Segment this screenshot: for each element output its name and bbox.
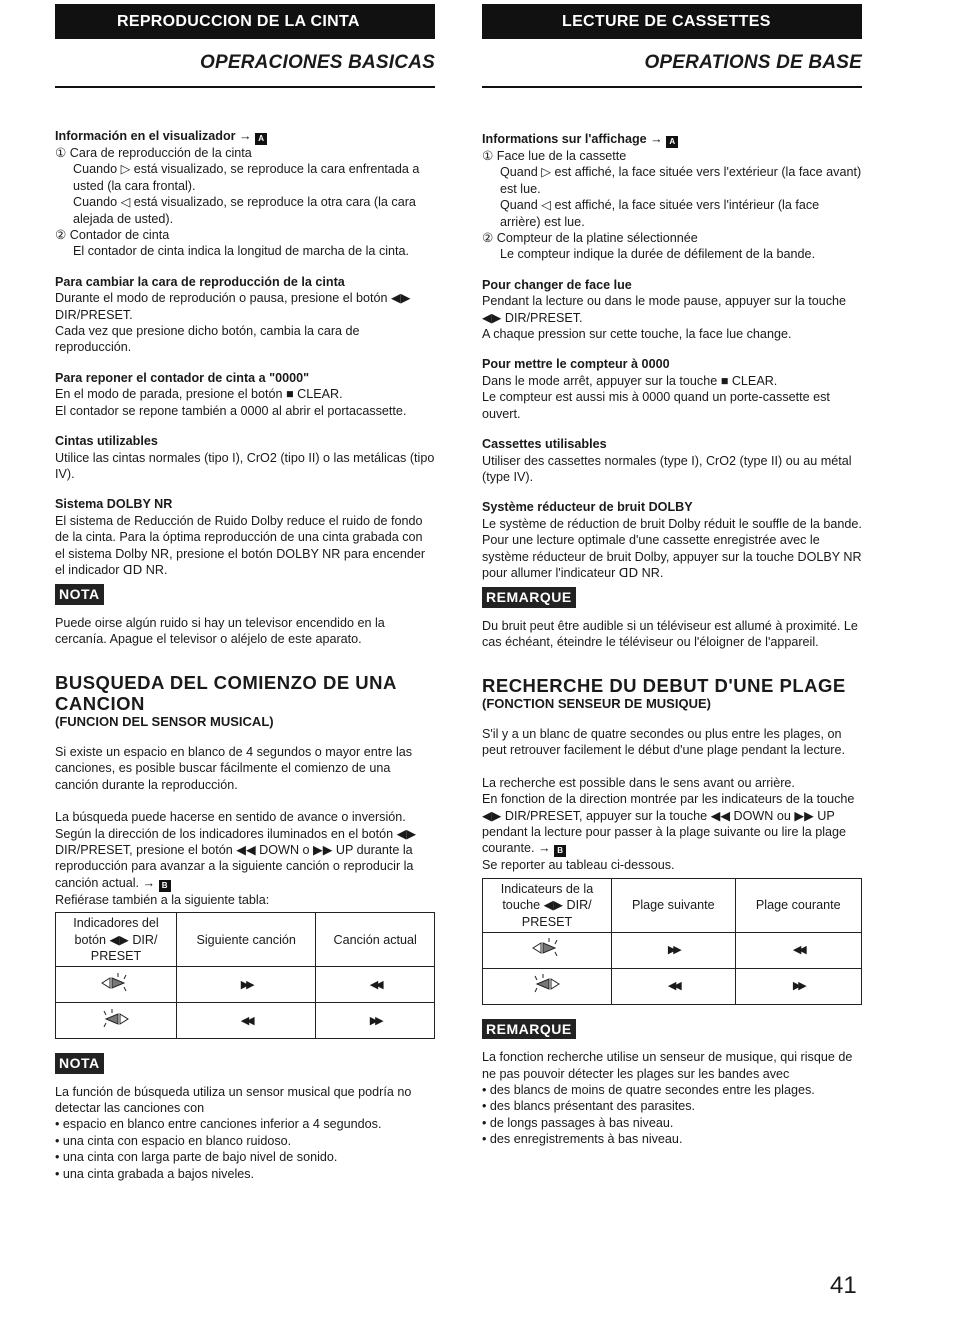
left-display-text-1: Cuando ▷ está visualizado, se reproduce la cara enfrentada a usted (la cara frontal). [73,162,420,193]
tape-reverse-indicator-icon [56,1003,177,1039]
left-table-header-1: Indicadores del botón ◀▶ DIR/ PRESET [56,913,177,967]
list-item: • de longs passages à bas niveau. [482,1115,862,1131]
nota-badge: NOTA [55,584,104,604]
left-banner: REPRODUCCION DE LA CINTA [55,4,435,39]
left-change-side-heading: Para cambiar la cara de reproducción de la cinta [55,274,345,289]
right-reset-text: Dans le mode arrêt, appuyer sur la touche ■ CLEAR. [482,373,778,388]
left-tapes-text: Utilice las cintas normales (tipo I), CrO2 (tipo II) o las metálicas (tipo IV). [55,450,435,481]
list-item: • des blancs de moins de quatre secondes entre les plages. [482,1082,862,1098]
right-change-side-text2: A chaque pression sur cette touche, la face lue change. [482,327,792,342]
right-display-heading: Informations sur l'affichage → A [482,131,862,148]
right-tapes [482,436,862,485]
right-display-text-1: Quand ▷ est affiché, la face située vers l'extérieur (la face avant) est lue. [500,165,862,196]
right-search-title: RECHERCHE DU DEBUT D'UNE PLAGE [482,674,846,696]
right-table-header-3: Plage courante [735,878,861,932]
left-reset-counter [55,370,435,419]
figure-b-icon: B [159,880,171,892]
right-table-r2c2: ◀◀ [612,968,736,1004]
left-nota-text: Puede oirse algún ruido si hay un televisor encendido en la cercanía. Apague el televisor o aléjelo de este aparato. [55,615,385,647]
right-display-item-2: ② Compteur de la platine sélectionnée [482,231,698,246]
right-reset-text2: Le compteur est aussi mis à 0000 quand un porte-cassette est ouvert. [482,390,830,421]
remarque-badge: REMARQUE [482,587,576,607]
tape-reverse-indicator-icon [483,968,612,1004]
right-display-text-3: Le compteur indique la durée de défilement de la bande. [500,247,816,262]
left-display-item-1: ① Cara de reproducción de la cinta [55,146,252,160]
left-dolby-heading: Sistema DOLBY NR [55,497,173,512]
left-display-item-2: ② Contador de cinta [55,228,170,243]
right-table-r1c2: ▶▶ [612,932,736,968]
left-reset-heading: Para reponer el contador de cinta a "0000" [55,370,310,385]
left-change-side-text: Durante el modo de reprodución o pausa, presione el botón ◀▶ DIR/PRESET. [55,291,411,322]
left-search-p3: Refiérase también a la siguiente tabla: [55,892,270,907]
list-item: • espacio en blanco entre canciones inferior a 4 segundos. [55,1116,435,1132]
right-table-r2c3: ▶▶ [735,968,861,1004]
right-table-header-2: Plage suivante [612,878,736,932]
right-remarque-text: Du bruit peut être audible si un téléviseur est allumé à proximité. Le cas échéant, éteindre le téléviseur ou l'éloigner de l'appareil. [482,618,858,650]
right-search-p2: La recherche est possible dans le sens avant ou arrière. [482,775,795,790]
left-search-title: BUSQUEDA DEL COMIENZO DE UNA CANCION [55,671,397,714]
right-remarque2-intro: La fonction recherche utilise un senseur de musique, qui risque de ne pas pouvoir détecter les plages sur les bandes avec [482,1050,853,1081]
left-change-side [55,274,435,356]
right-section-title: OPERATIONS DE BASE [644,52,862,73]
left-section-title: OPERACIONES BASICAS [199,52,435,73]
right-search-p3: En fonction de la direction montrée par les indicateurs de la touche ◀▶ DIR/PRESET, appuyer sur la touche ◀◀ DOWN ou ▶▶ UP pendant la lecture pour passer à la plage suivante ou lire la plage courante. → B [482,792,855,856]
right-rule [482,86,862,88]
right-reset-counter [482,356,862,422]
left-display-heading: Información en el visualizador → A [55,128,435,145]
right-change-side-text: Pendant la lecture ou dans le mode pause, appuyer sur la touche ◀▶ DIR/PRESET. [482,294,847,325]
list-item: • des enregistrements à bas niveau. [482,1131,862,1147]
right-display-text-2: Quand ◁ est affiché, la face située vers l'intérieur (la face arrière) est lue. [500,198,820,229]
left-content [55,128,435,1182]
right-tapes-text: Utiliser des cassettes normales (type I), CrO2 (type II) ou au métal (type IV). [482,453,852,484]
left-search-p2: La búsqueda puede hacerse en sentido de avance o inversión. Según la dirección de los indicadores iluminados en el botón ◀▶ DIR/PRESET, presione el botón ◀◀ DOWN o ▶▶ UP durante la reproducción para avanzar a la siguiente canción o reproducir la canción actual. → B [55,810,417,890]
left-rule [55,86,435,88]
right-content [482,131,862,1148]
list-item: • des blancs présentant des parasites. [482,1098,862,1114]
figure-a-icon: A [255,133,267,145]
left-search-table [55,912,435,1039]
tape-forward-indicator-icon [483,932,612,968]
list-item: • una cinta con espacio en blanco ruidoso. [55,1133,435,1149]
left-table-r2c2: ◀◀ [177,1003,316,1039]
right-dolby [482,499,862,581]
right-change-side-heading: Pour changer de face lue [482,277,632,292]
right-display-info [482,131,862,263]
left-dolby-text: El sistema de Reducción de Ruido Dolby reduce el ruido de fondo de la cinta. Para la óptima reproducción de una cinta grabada con el sistema Dolby NR, presione el botón DOLBY NR para encender el indicador ᗡᗞ NR. [55,513,426,577]
left-display-text-3: El contador de cinta indica la longitud de marcha de la cinta. [73,244,410,259]
left-reset-text: En el modo de parada, presione el botón ■ CLEAR. [55,387,343,402]
right-change-side [482,277,862,343]
right-banner: LECTURE DE CASSETTES [482,4,862,39]
left-search-p1: Si existe un espacio en blanco de 4 segundos o mayor entre las canciones, es posible buscar fácilmente el comienzo de una canción durante la reproducción. [55,744,413,792]
list-item: • una cinta con larga parte de bajo nivel de sonido. [55,1149,435,1165]
left-table-r1c2: ▶▶ [177,967,316,1003]
left-tapes [55,433,435,482]
figure-a-icon: A [666,136,678,148]
remarque-badge-2: REMARQUE [482,1019,576,1039]
left-display-text-2: Cuando ◁ está visualizado, se reproduce la otra cara (la cara alejada de usted). [73,195,416,226]
right-dolby-heading: Système réducteur de bruit DOLBY [482,500,693,515]
left-search-subtitle: (FUNCION DEL SENSOR MUSICAL) [55,713,274,729]
figure-b-icon: B [554,845,566,857]
right-tapes-heading: Cassettes utilisables [482,437,607,452]
left-table-header-2: Siguiente canción [177,913,316,967]
left-table-r1c3: ◀◀ [316,967,435,1003]
list-item: • una cinta grabada a bajos niveles. [55,1166,435,1182]
right-display-item-1: ① Face lue de la cassette [482,149,627,163]
nota-badge-2: NOTA [55,1053,104,1073]
right-search-p4: Se reporter au tableau ci-dessous. [482,858,675,873]
right-search-table [482,878,862,1005]
left-tapes-heading: Cintas utilizables [55,434,158,449]
right-table-header-1: Indicateurs de la touche ◀▶ DIR/ PRESET [483,878,612,932]
left-table-header-3: Canción actual [316,913,435,967]
right-search-subtitle: (FONCTION SENSEUR DE MUSIQUE) [482,695,711,711]
tape-forward-indicator-icon [56,967,177,1003]
left-change-side-text2: Cada vez que presione dicho botón, cambia la cara de reproducción. [55,324,360,355]
left-nota2-intro: La función de búsqueda utiliza un sensor musical que podría no detectar las canciones con [55,1084,412,1116]
left-display-info [55,128,435,260]
right-reset-heading: Pour mettre le compteur à 0000 [482,357,670,372]
right-search-p1: S'il y a un blanc de quatre secondes ou plus entre les plages, on peut retrouver facilement le début d'une plage pendant la lecture. [482,726,845,758]
left-dolby [55,496,435,578]
left-table-r2c3: ▶▶ [316,1003,435,1039]
right-table-r1c3: ◀◀ [735,932,861,968]
page-number: 41 [830,1272,857,1299]
right-dolby-text: Le système de réduction de bruit Dolby réduit le souffle de la bande. Pour une lecture optimale d'une cassette enregistrée avec le système réducteur de bruit Dolby, appuyer sur la touche DOLBY NR pour allumer l'indicateur ᗡᗞ NR. [482,516,862,580]
left-reset-text2: El contador se repone también a 0000 al abrir el portacassette. [55,403,407,418]
